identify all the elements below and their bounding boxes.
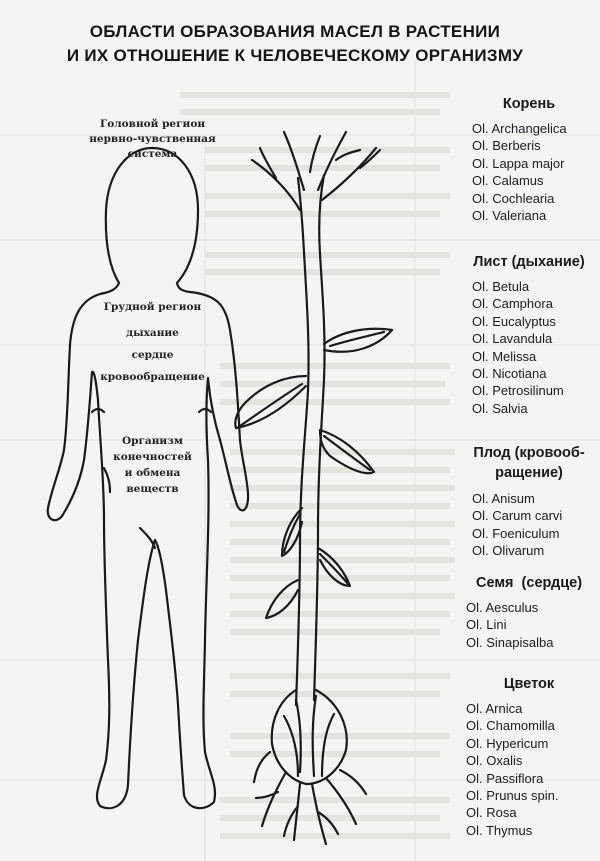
oil-item: Ol. Calamus [472,173,544,189]
head-region-line-2: нервно-чувственная [89,133,216,145]
category-title [458,443,600,483]
category-leaf [458,253,600,417]
oil-item: Ol. Cochlearia [472,190,555,206]
plant-top-branches [252,132,380,210]
oil-item: Ol. Aesculus [466,600,539,615]
oil-item: Ol. Prunus spin. [466,788,559,804]
plant-leaf-right-upper [324,329,392,352]
oil-item: Ol. Oxalis [466,753,523,769]
chest-region-label [85,298,220,387]
limbs-region-line-1: Организм [121,435,184,447]
oil-list [458,490,600,560]
chest-region-line-4: кровообращение [100,371,205,383]
head-region-line-3: система [127,148,178,160]
oil-list [458,599,600,651]
title-line-1: ОБЛАСТИ ОБРАЗОВАНИЯ МАСЕЛ В РАСТЕНИИ [89,22,501,41]
plant-stem [296,178,309,705]
category-title: Цветок [503,676,555,692]
category-seed [458,574,600,651]
plant-leaf-left-bottom [266,580,298,618]
oil-item: Ol. Nicotiana [472,366,547,382]
oil-item: Ol. Lappa major [472,155,565,171]
plant-leaf-left-middle [235,376,306,428]
oil-item: Ol. Petrosilinum [472,383,564,399]
plant-leaf-right-middle [320,430,374,473]
oil-item: Ol. Berberis [472,138,541,154]
oil-item: Ol. Carum carvi [472,508,563,524]
oil-list [458,120,600,224]
human-crease-pelvis [140,528,155,548]
category-title: Корень [502,96,556,112]
oil-item: Ol. Archangelica [472,121,567,136]
oil-item: Ol. Olivarum [472,543,545,559]
oil-item: Ol. Lini [466,617,507,633]
oil-item: Ol. Hypericum [466,735,549,751]
category-title: Семя (сердце) [475,575,583,591]
oil-item: Ol. Chamomilla [466,718,555,734]
category-flower [458,675,600,839]
oil-list [458,278,600,417]
category-root [458,95,600,224]
category-title: Лист (дыхание) [473,254,585,270]
plant-root-bulb [272,690,347,784]
oil-item: Ol. Camphora [472,296,553,312]
oil-item: Ol. Arnica [466,701,523,716]
chest-region-line-2: дыхание [126,327,179,339]
oil-item: Ol. Valeriana [472,208,547,224]
oil-item: Ol. Betula [472,279,530,294]
human-crease-right [199,409,211,412]
oil-item: Ol. Anisum [472,491,535,506]
oil-item: Ol. Lavandula [472,331,553,347]
category-fruit [458,443,600,560]
oil-list [458,700,600,839]
plant-leaf-right-lower [318,548,350,586]
oil-item: Ol. Eucalyptus [472,313,556,329]
limbs-region-line-3: и обмена [124,467,181,479]
chest-region-line-1: Грудной регион [103,301,202,313]
limbs-region-line-4: веществ [126,483,179,495]
head-region-line-1: Головной регион [99,118,206,130]
limbs-region-label [85,433,220,497]
oil-item: Ol. Salvia [472,400,528,416]
plant-stem-inner [314,175,325,700]
chest-region-line-3: сердце [131,349,174,361]
plant-roots [254,752,366,844]
head-region-label [85,117,220,162]
oil-item: Ol. Melissa [472,348,537,364]
category-title-line-2: ращение) [495,465,563,481]
oil-item: Ol. Passiflora [466,770,544,786]
title-line-2: И ИХ ОТНОШЕНИЕ К ЧЕЛОВЕЧЕСКОМУ ОРГАНИЗМУ [66,46,524,65]
limbs-region-line-2: конечностей [113,451,192,463]
oil-item: Ol. Foeniculum [472,525,560,541]
category-title-line-1: Плод (кровооб- [473,445,585,461]
oil-item: Ol. Rosa [466,805,517,821]
oil-item: Ol. Thymus [466,822,533,838]
oil-item: Ol. Sinapisalba [466,634,554,650]
